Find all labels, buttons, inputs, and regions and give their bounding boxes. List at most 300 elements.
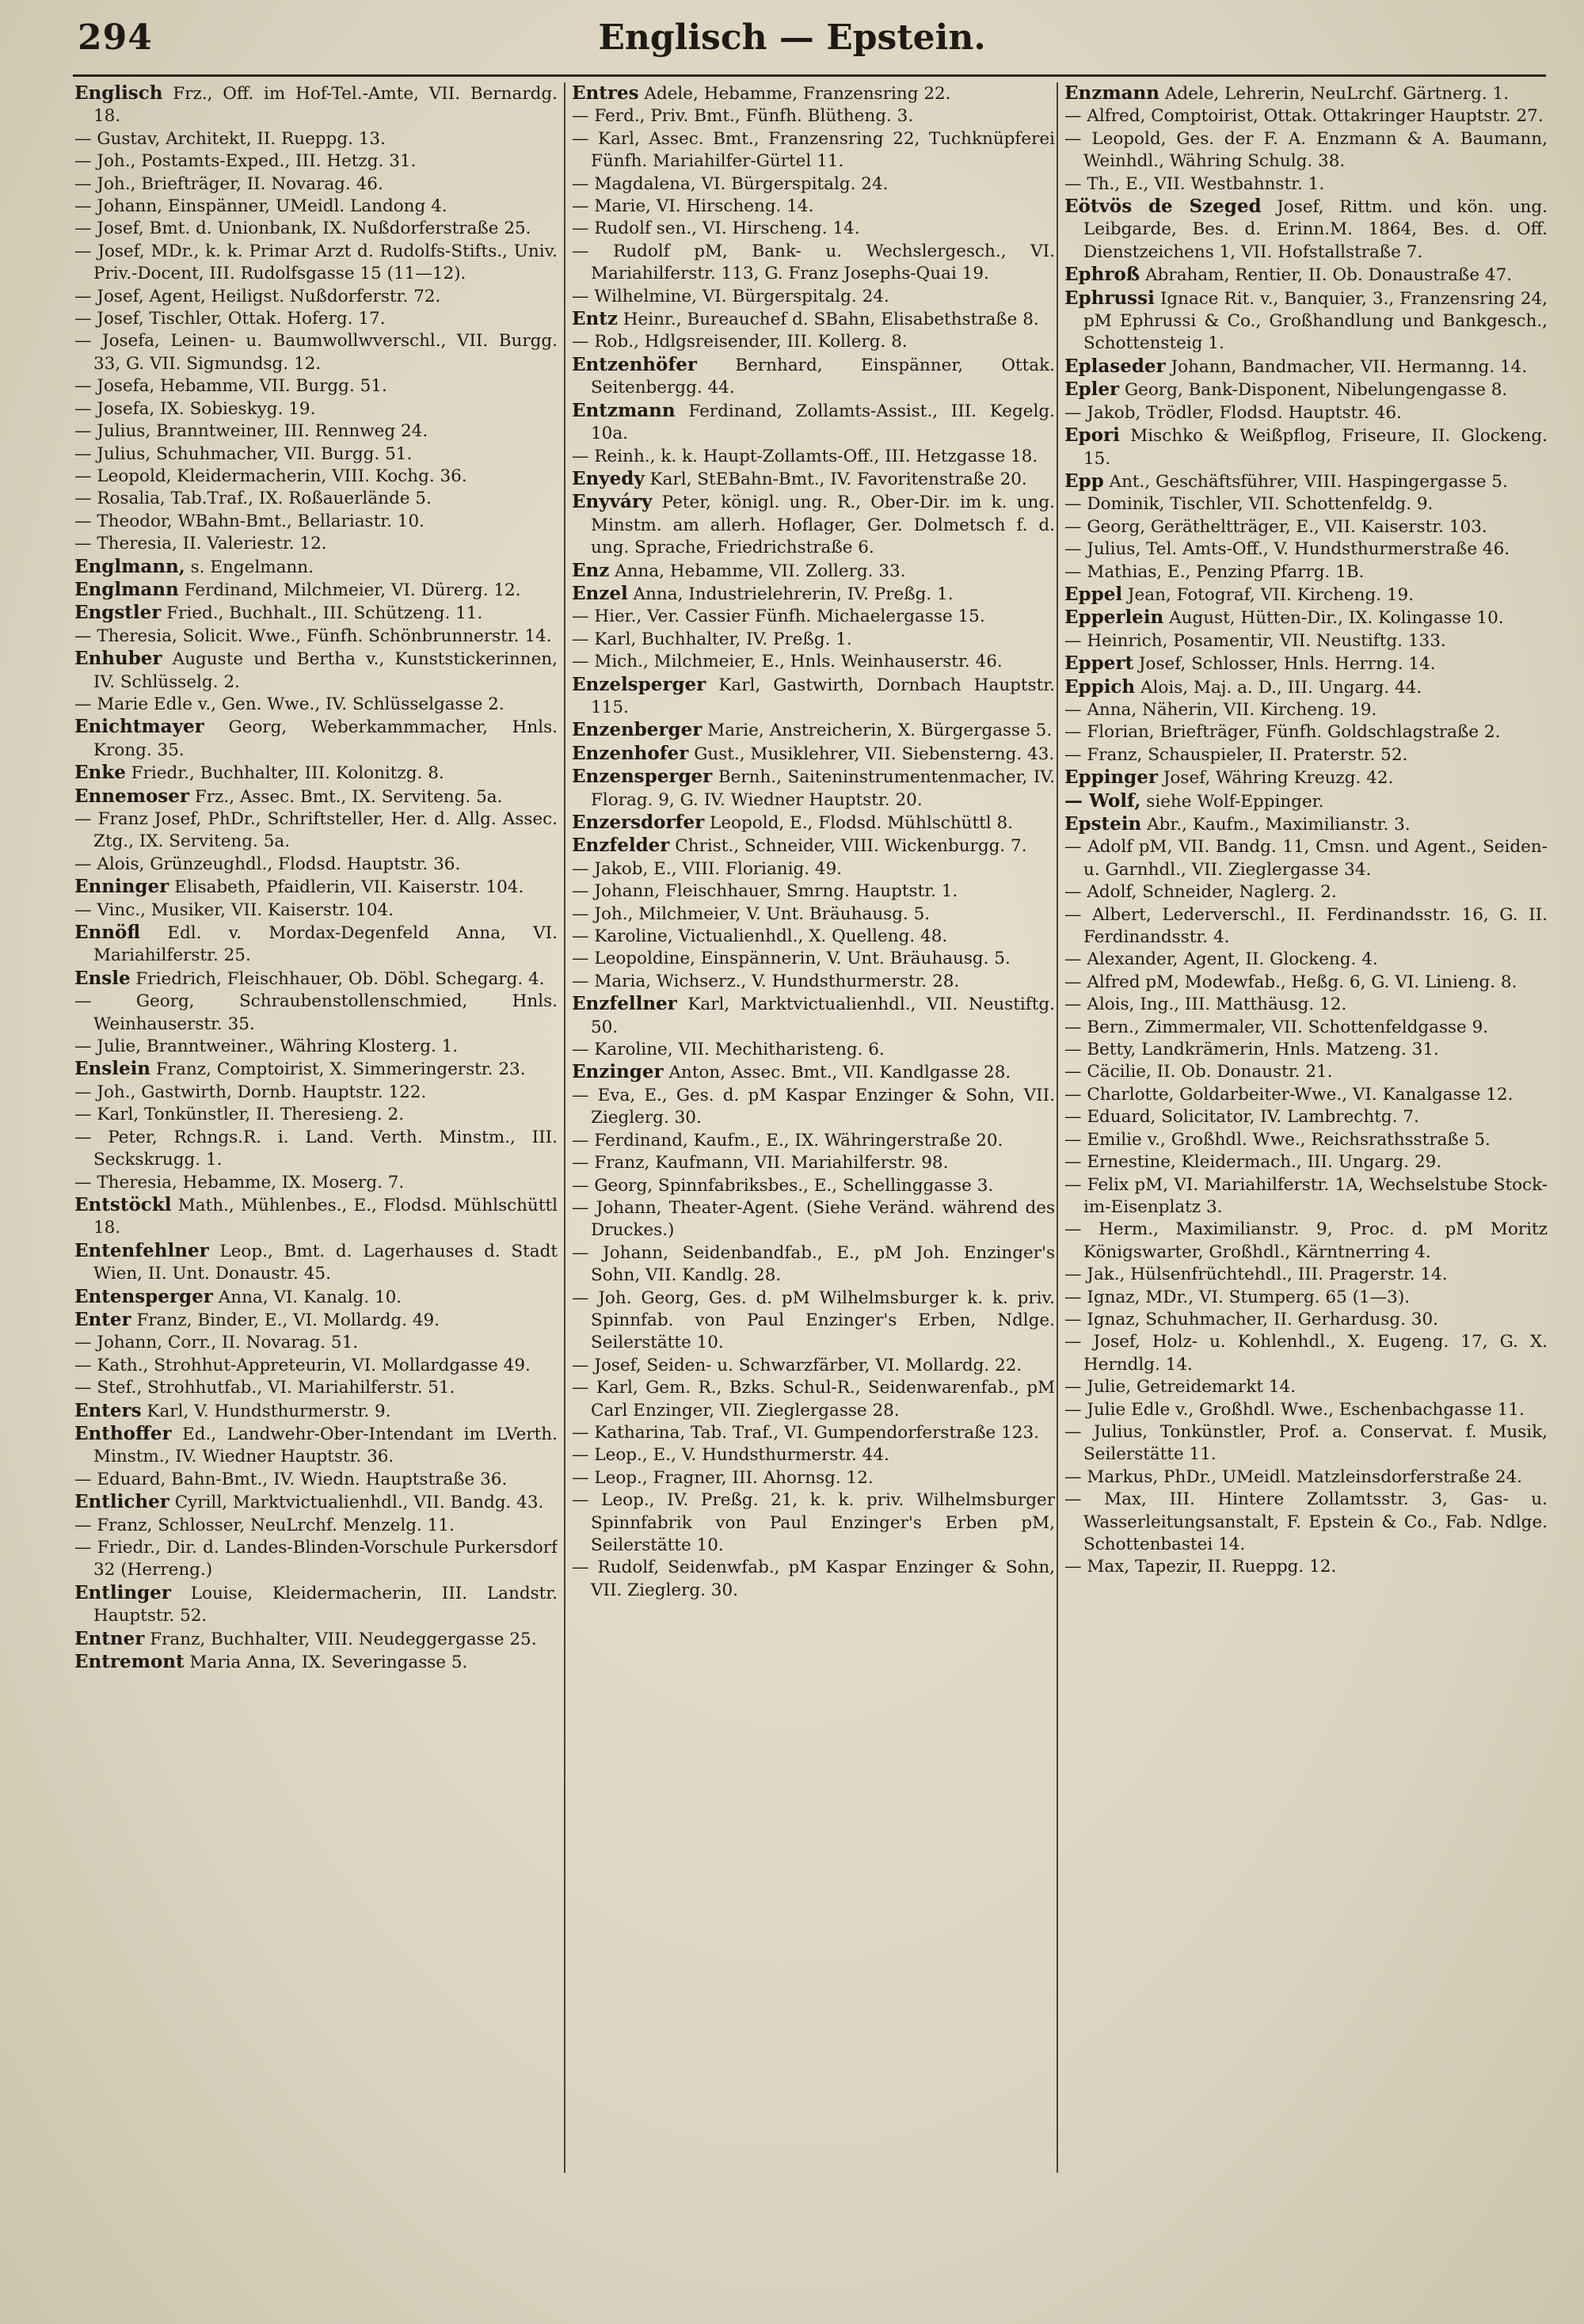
entry-details: — Emilie v., Großhdl. Wwe., Reichsrathsstraße 5. (1064, 1129, 1491, 1150)
entry-details: — Georg, Schraubenstollenschmied, Hnls. Weinhauserstr. 35. (74, 991, 558, 1034)
directory-entry (572, 674, 1055, 720)
entry-details: — Georg, Gerätheltträger, E., VII. Kaiserstr. 103. (1064, 516, 1487, 537)
directory-entry (1064, 630, 1548, 652)
entry-surname: Enichtmayer (74, 716, 204, 738)
directory-entry (1064, 904, 1548, 949)
directory-entry (572, 196, 1055, 218)
entry-details: — Johann, Theater-Agent. (Siehe Veränd. während des Druckes.) (572, 1197, 1055, 1241)
directory-entry (572, 331, 1055, 353)
directory-entry (1064, 470, 1548, 493)
entry-details: — Joh. Georg, Ges. d. pM Wilhelmsburger k. k. priv. Spinnfab. von Paul Enzinger's Erben, Ndlge. Seilerstätte 10. (572, 1288, 1055, 1353)
directory-entry (74, 968, 558, 991)
directory-entry (74, 579, 558, 602)
entry-surname: Enters (74, 1399, 142, 1421)
directory-entry (74, 420, 558, 443)
entry-details: — Marie Edle v., Gen. Wwe., IV. Schlüsselgasse 2. (74, 694, 505, 714)
entry-surname: Englisch (74, 82, 163, 104)
entry-details: — Magdalena, VI. Bürgerspitalg. 24. (572, 173, 889, 194)
entry-details: — Johann, Corr., II. Novarag. 51. (74, 1333, 359, 1353)
entry-details: — Johann, Einspänner, UMeidl. Landong 4. (74, 196, 447, 217)
entry-surname: Epori (1064, 424, 1120, 447)
directory-entry (74, 1036, 558, 1058)
entry-details: — Friedr., Dir. d. Landes-Blinden-Vorschule Purkersdorf 32 (Herreng.) (74, 1538, 558, 1580)
entry-details: Ferdinand, Zollamts-Assist., III. Kegelg. 10a. (591, 401, 1055, 444)
directory-entry (1064, 1556, 1548, 1578)
entry-details: Jean, Fotograf, VII. Kircheng. 19. (1127, 584, 1415, 605)
entry-surname: Ennöfl (74, 922, 141, 944)
entry-details: — Joh., Briefträger, II. Novarag. 46. (74, 173, 383, 194)
entry-details: Karl, Gastwirth, Dornbach Hauptstr. 115. (591, 675, 1055, 717)
directory-entry (572, 1152, 1055, 1174)
directory-entry (74, 241, 558, 286)
directory-entry (74, 1127, 558, 1172)
directory-entry (74, 1194, 558, 1240)
entry-details: Johann, Bandmacher, VII. Hermanng. 14. (1171, 356, 1528, 377)
directory-entry (572, 82, 1055, 105)
directory-entry (1064, 652, 1548, 675)
directory-entry (1064, 972, 1548, 994)
directory-entry (572, 971, 1055, 993)
entry-surname: Enzfellner (572, 993, 677, 1015)
directory-entry (1064, 538, 1548, 561)
entry-details: — Adolf, Schneider, Naglerg. 2. (1064, 882, 1337, 903)
directory-entry (74, 1286, 558, 1309)
directory-entry (1064, 287, 1548, 356)
directory-entry (74, 1332, 558, 1354)
entry-details: Maria Anna, IX. Severingasse 5. (189, 1653, 468, 1673)
entry-details: — Ferdinand, Kaufm., E., IX. Währingerstraße 20. (572, 1130, 1003, 1151)
entry-surname: Eplaseder (1064, 355, 1166, 377)
directory-entry (572, 1061, 1055, 1084)
entry-details: Ignace Rit. v., Banquier, 3., Franzensring 24, pM Ephrussi & Co., Großhandlung und Bankgesch., Schottensteig 1. (1083, 288, 1548, 354)
entry-details: Alois, Maj. a. D., III. Ungarg. 44. (1140, 677, 1422, 698)
entry-surname: Englmann (74, 578, 179, 600)
directory-entry (1064, 1129, 1548, 1151)
entry-details: — Alfred pM, Modewfab., Heßg. 6, G. VI. Linieng. 8. (1064, 972, 1517, 992)
entry-surname: Ennemoser (74, 785, 189, 807)
entry-details: Josef, Schlosser, Hnls. Herrng. 14. (1138, 654, 1436, 675)
directory-column-1 (74, 82, 558, 2299)
directory-entry (74, 1582, 558, 1628)
directory-entry (74, 1309, 558, 1332)
directory-entry (1064, 881, 1548, 903)
entry-details: Karl, V. Hundsthurmerstr. 9. (147, 1401, 391, 1421)
directory-entry (1064, 1376, 1548, 1398)
entry-surname: Eppinger (1064, 766, 1158, 789)
entry-details: Georg, Weberkammmacher, Hnls. Krong. 35. (93, 717, 558, 760)
entry-details: — Betty, Landkrämerin, Hnls. Matzeng. 31. (1064, 1040, 1439, 1060)
entry-surname: Epp (1064, 470, 1104, 492)
directory-entry (1064, 1421, 1548, 1466)
entry-details: — Alois, Ing., III. Matthäusg. 12. (1064, 995, 1347, 1015)
directory-entry (74, 854, 558, 876)
entry-details: — Josef, MDr., k. k. Primar Arzt d. Rudolfs-Stifts., Univ. Priv.-Docent, III. Rudolfsgasse 15 (11—12). (74, 241, 558, 284)
entry-details: — Josefa, Leinen- u. Baumwollwverschl., VII. Burgg. 33, G. VII. Sigmundsg. 12. (74, 331, 558, 374)
entry-details: — Florian, Briefträger, Fünfh. Goldschlagstraße 2. (1064, 722, 1501, 743)
entry-details: — Julius, Tel. Amts-Off., V. Hundsthurmerstraße 46. (1064, 539, 1510, 560)
entry-details: Josef, Rittm. und kön. ung. Leibgarde, Bes. d. Erinn.M. 1864, Bes. d. Off. Dienstzeichens 1, VII. Hofstallstraße 7. (1083, 197, 1548, 262)
directory-entry (1064, 721, 1548, 744)
entry-surname: Enz (572, 559, 610, 581)
directory-entry (572, 926, 1055, 948)
entry-details: Friedrich, Fleischhauer, Ob. Döbl. Schegarg. 4. (135, 968, 545, 989)
entry-details: — Leopoldine, Einspännerin, V. Unt. Bräuhausg. 5. (572, 949, 1011, 969)
entry-details: Auguste und Bertha v., Kunststickerinnen, IV. Schlüsselg. 2. (93, 649, 558, 692)
directory-entry (74, 762, 558, 785)
entry-details: — Charlotte, Goldarbeiter-Wwe., VI. Kanalgasse 12. (1064, 1084, 1514, 1105)
directory-entry (74, 808, 558, 854)
entry-details: Peter, königl. ung. R., Ober-Dir. im k. ung. Minstm. am allerh. Hoflager, Ger. Dolmetsch f. d. ung. Sprache, Friedrichstraße 6. (591, 493, 1055, 558)
directory-entry (572, 1377, 1055, 1422)
entry-details: — Kath., Strohhut-Appreteurin, VI. Mollardgasse 49. (74, 1355, 531, 1375)
directory-entry (74, 82, 558, 128)
entry-details: siehe Wolf-Eppinger. (1146, 791, 1324, 812)
entry-surname: Enter (74, 1308, 131, 1330)
directory-entry (572, 993, 1055, 1039)
directory-entry (572, 1467, 1055, 1489)
entry-details: — Cäcilie, II. Ob. Donaustr. 21. (1064, 1062, 1333, 1082)
directory-entry (1064, 128, 1548, 173)
column-divider (564, 82, 565, 2173)
entry-surname: Englmann, (74, 555, 185, 577)
directory-entry (572, 1288, 1055, 1355)
entry-details: s. Engelmann. (190, 557, 314, 577)
directory-entry (1064, 1399, 1548, 1421)
directory-entry (572, 1557, 1055, 1602)
directory-entry (74, 991, 558, 1036)
directory-entry (1064, 173, 1548, 196)
entry-details: — Franz Josef, PhDr., Schriftsteller, Her. d. Allg. Assec. Ztg., IX. Serviteng. 5a. (74, 809, 558, 852)
entry-details: Bernh., Saiteninstrumentenmacher, IV. Florag. 9, G. IV. Wiedner Hauptstr. 20. (591, 767, 1055, 810)
directory-entry (74, 218, 558, 240)
directory-entry (1064, 561, 1548, 584)
entry-details: Bernhard, Einspänner, Ottak. Seitenbergg. 44. (591, 355, 1055, 398)
entry-details: Anna, Industrielehrerin, IV. Preßg. 1. (633, 584, 954, 604)
entry-details: — Alois, Grünzeughdl., Flodsd. Hauptstr. 36. (74, 854, 461, 874)
directory-entry (74, 716, 558, 762)
entry-details: Elisabeth, Pfaidlerin, VII. Kaiserstr. 104. (174, 877, 524, 898)
directory-entry (572, 858, 1055, 881)
entry-details: — Josefa, Hebamme, VII. Burgg. 51. (74, 376, 387, 397)
directory-column-2 (572, 82, 1055, 2299)
directory-entry (74, 1377, 558, 1399)
directory-entry (74, 556, 558, 579)
entry-details: Marie, Anstreicherin, X. Bürgergasse 5. (707, 721, 1053, 741)
entry-details: — Maria, Wichserz., V. Hundsthurmerstr. 28. (572, 971, 960, 991)
entry-details: — Katharina, Tab. Traf., VI. Gumpendorferstraße 123. (572, 1422, 1039, 1443)
directory-entry (572, 1444, 1055, 1466)
directory-entry (1064, 607, 1548, 629)
entry-details: — Georg, Spinnfabriksbes., E., Schellinggasse 3. (572, 1175, 994, 1196)
entry-details: Louise, Kleidermacherin, III. Landstr. Hauptstr. 52. (93, 1583, 558, 1626)
directory-entry (1064, 699, 1548, 721)
entry-details: — Bern., Zimmermaler, VII. Schottenfeldgasse 9. (1064, 1017, 1489, 1037)
directory-entry (1064, 1061, 1548, 1083)
directory-entry (572, 1085, 1055, 1130)
directory-entry (1064, 836, 1548, 881)
directory-entry (572, 241, 1055, 286)
directory-entry (74, 150, 558, 173)
directory-entry (572, 1175, 1055, 1197)
entry-details: — Adolf pM, VII. Bandg. 11, Cmsn. und Agent., Seiden- u. Garnhdl., VII. Zieglergasse 34. (1064, 837, 1548, 880)
directory-entry (74, 785, 558, 808)
entry-surname: Entzenhöfer (572, 353, 698, 375)
entry-details: Heinr., Bureauchef d. SBahn, Elisabethstraße 8. (623, 310, 1039, 330)
directory-entry (1064, 1264, 1548, 1286)
directory-entry (74, 1515, 558, 1537)
directory-entry (572, 903, 1055, 926)
entry-details: — Max, III. Hintere Zollamtsstr. 3, Gas- u. Wasserleitungsanstalt, F. Epstein & Co., Fab. Ndlge. Schottenbastei 14. (1064, 1489, 1548, 1554)
directory-entry (1064, 676, 1548, 699)
directory-entry (572, 560, 1055, 583)
entry-surname: Eppich (1064, 675, 1136, 698)
entry-surname: Epstein (1064, 813, 1142, 835)
entry-details: Georg, Bank-Disponent, Nibelungengasse 8. (1124, 380, 1508, 401)
directory-entry (572, 128, 1055, 173)
entry-details: — Leop., Fragner, III. Ahornsg. 12. (572, 1467, 874, 1488)
directory-entry (1064, 1287, 1548, 1309)
entry-details: — Mathias, E., Penzing Pfarrg. 1B. (1064, 561, 1365, 582)
entry-details: — Anna, Näherin, VII. Kircheng. 19. (1064, 699, 1377, 720)
directory-entry (572, 1355, 1055, 1377)
directory-entry (74, 286, 558, 308)
entry-details: — Franz, Kaufmann, VII. Mariahilferstr. 98. (572, 1153, 949, 1173)
entry-details: — Karl, Tonkünstler, II. Theresieng. 2. (74, 1105, 405, 1125)
entry-surname: Enzel (572, 582, 628, 604)
directory-entry (1064, 1174, 1548, 1219)
entry-details: Abr., Kaufm., Maximilianstr. 3. (1147, 815, 1411, 835)
entry-details: — Julie Edle v., Großhdl. Wwe., Eschenbachgasse 11. (1064, 1399, 1525, 1420)
entry-surname: Entres (572, 82, 639, 104)
directory-entry (74, 1469, 558, 1491)
directory-entry (74, 533, 558, 555)
entry-details: — Eva, E., Ges. d. pM Kaspar Enzinger & Sohn, VII. Zieglerg. 30. (572, 1085, 1055, 1128)
entry-details: Cyrill, Marktvictualienhdl., VII. Bandg. 43. (174, 1493, 544, 1513)
directory-entry (1064, 1039, 1548, 1061)
entry-surname: Eötvös de Szeged (1064, 196, 1262, 218)
entry-details: — Joh., Milchmeier, V. Unt. Bräuhausg. 5. (572, 903, 931, 924)
directory-entry (572, 743, 1055, 766)
entry-details: Anna, VI. Kanalg. 10. (218, 1287, 402, 1307)
directory-entry (1064, 949, 1548, 971)
directory-entry (1064, 584, 1548, 607)
entry-surname: Enzersdorfer (572, 812, 705, 833)
entry-details: — Vinc., Musiker, VII. Kaiserstr. 104. (74, 900, 394, 920)
directory-entry (1064, 1331, 1548, 1376)
directory-entry (1064, 1309, 1548, 1331)
directory-entry (74, 1628, 558, 1651)
entry-details: — Theodor, WBahn-Bmt., Bellariastr. 10. (74, 511, 425, 531)
entry-details: Leop., Bmt. d. Lagerhauses d. Stadt Wien, II. Unt. Donaustr. 45. (93, 1241, 558, 1284)
directory-entry (74, 443, 558, 466)
directory-entry (572, 766, 1055, 812)
entry-details: Ant., Geschäftsführer, VIII. Haspingergasse 5. (1109, 471, 1508, 492)
entry-surname: Enyedy (572, 467, 645, 489)
entry-details: Josef, Währing Kreuzg. 42. (1163, 768, 1394, 789)
running-head: Englisch — Epstein. (598, 17, 986, 58)
entry-details: — Stef., Strohhutfab., VI. Mariahilferstr. 51. (74, 1378, 455, 1398)
entry-details: Franz, Comptoirist, X. Simmeringerstr. 23. (155, 1059, 526, 1080)
directory-entry (572, 651, 1055, 673)
directory-entry (572, 948, 1055, 970)
entry-details: — Jakob, E., VIII. Florianig. 49. (572, 858, 843, 879)
entry-surname: Epler (1064, 378, 1120, 401)
directory-entry (74, 1537, 558, 1582)
entry-surname: Enzenberger (572, 719, 703, 741)
directory-entry (1064, 1466, 1548, 1489)
entry-details: — Joh., Postamts-Exped., III. Hetzg. 31. (74, 151, 417, 172)
directory-entry (74, 876, 558, 899)
entry-details: Anna, Hebamme, VII. Zollerg. 33. (615, 561, 906, 581)
directory-entry (1064, 790, 1548, 813)
entry-details: — Josef, Agent, Heiligst. Nußdorferstr. 72. (74, 286, 441, 306)
entry-details: Fried., Buchhalt., III. Schützeng. 11. (166, 603, 483, 624)
directory-entry (74, 196, 558, 218)
directory-entry (572, 1422, 1055, 1444)
entry-details: Adele, Hebamme, Franzensring 22. (644, 84, 951, 104)
directory-entry (74, 922, 558, 968)
entry-details: — Jakob, Trödler, Flodsd. Hauptstr. 46. (1064, 402, 1402, 423)
directory-entry (572, 812, 1055, 835)
entry-details: — Karl, Assec. Bmt., Franzensring 22, Tuchknüpferei Fünfh. Mariahilfer-Gürtel 11. (572, 128, 1055, 172)
directory-column-3 (1064, 82, 1548, 2299)
entry-details: — Mich., Milchmeier, E., Hnls. Weinhauserstr. 46. (572, 652, 1003, 672)
directory-entry (74, 1651, 558, 1674)
entry-details: Leopold, E., Flodsd. Mühlschüttl 8. (710, 813, 1014, 833)
header-rule (73, 74, 1546, 77)
entry-surname: Ephroß (1064, 264, 1140, 286)
entry-surname: Entensperger (74, 1285, 213, 1307)
entry-details: Frz., Assec. Bmt., IX. Serviteng. 5a. (194, 786, 503, 807)
directory-entry (572, 446, 1055, 468)
entry-surname: Ephrussi (1064, 287, 1155, 309)
entry-details: Abraham, Rentier, II. Ob. Donaustraße 47. (1145, 265, 1513, 286)
entry-details: — Peter, Rchngs.R. i. Land. Verth. Minstm., III. Seckskrugg. 1. (74, 1127, 558, 1170)
entry-details: — Karoline, Victualienhdl., X. Quelleng. 48. (572, 926, 948, 947)
directory-entry (572, 719, 1055, 742)
entry-details: — Rudolf, Seidenwfab., pM Kaspar Enzinger & Sohn, VII. Zieglerg. 30. (572, 1558, 1055, 1600)
directory-entry (1064, 378, 1548, 401)
directory-entry (1064, 264, 1548, 287)
directory-entry (1064, 196, 1548, 264)
entry-details: — Alfred, Comptoirist, Ottak. Ottakringer Hauptstr. 27. (1064, 106, 1544, 127)
entry-details: — Josef, Tischler, Ottak. Hoferg. 17. (74, 309, 386, 329)
entry-details: — Josefa, IX. Sobieskyg. 19. (74, 398, 316, 419)
entry-surname: Enthoffer (74, 1422, 172, 1444)
directory-entry (572, 1130, 1055, 1152)
directory-entry (572, 583, 1055, 606)
entry-details: — Julie, Branntweiner., Währing Klosterg. 1. (74, 1036, 459, 1057)
directory-entry (572, 308, 1055, 331)
entry-details: — Ignaz, Schuhmacher, II. Gerhardusg. 30. (1064, 1309, 1439, 1329)
entry-details: Karl, StEBahn-Bmt., IV. Favoritenstraße 20. (649, 469, 1027, 489)
directory-entry (572, 218, 1055, 240)
entry-details: Gust., Musiklehrer, VII. Siebensterng. 43. (694, 744, 1055, 764)
directory-entry (572, 286, 1055, 308)
entry-details: — Karl, Buchhalter, IV. Preßg. 1. (572, 629, 852, 649)
directory-entry (1064, 813, 1548, 836)
entry-surname: Engstler (74, 602, 162, 624)
directory-entry (74, 1491, 558, 1514)
entry-details: — Leopold, Kleidermacherin, VIII. Kochg. 36. (74, 466, 467, 486)
directory-entry (1064, 1219, 1548, 1264)
entry-details: — Reinh., k. k. Haupt-Zollamts-Off., III. Hetzgasse 18. (572, 446, 1038, 466)
entry-details: — Max, Tapezir, II. Rueppg. 12. (1064, 1557, 1337, 1577)
entry-details: Math., Mühlenbes., E., Flodsd. Mühlschüttl 18. (93, 1195, 558, 1238)
directory-entry (572, 629, 1055, 651)
directory-entry (1064, 1489, 1548, 1556)
entry-details: — Franz, Schlosser, NeuLrchf. Menzelg. 11. (74, 1515, 455, 1535)
entry-surname: — Wolf, (1064, 789, 1141, 812)
entry-details: — Marie, VI. Hirscheng. 14. (572, 196, 814, 217)
entry-details: — Eduard, Solicitator, IV. Lambrechtg. 7. (1064, 1107, 1419, 1128)
directory-entry (572, 881, 1055, 903)
entry-details: — Theresia, II. Valeriestr. 12. (74, 534, 327, 554)
directory-entry (74, 1082, 558, 1104)
directory-entry (572, 491, 1055, 559)
entry-details: — Herm., Maximilianstr. 9, Proc. d. pM Moritz Königswarter, Großhdl., Kärntnerring 4. (1064, 1219, 1548, 1262)
entry-details: — Wilhelmine, VI. Bürgerspitalg. 24. (572, 286, 889, 306)
entry-details: — Albert, Lederverschl., II. Ferdinandsstr. 16, G. II. Ferdinandsstr. 4. (1064, 904, 1548, 948)
directory-entry (74, 330, 558, 375)
directory-entry (1064, 994, 1548, 1016)
directory-entry (1064, 424, 1548, 470)
directory-entry (572, 835, 1055, 858)
entry-surname: Entner (74, 1627, 145, 1649)
entry-details: — Julius, Branntweiner, III. Rennweg 24. (74, 421, 428, 442)
entry-details: — Johann, Fleischhauer, Smrng. Hauptstr. 1. (572, 881, 958, 902)
entry-details: Karl, Marktvictualienhdl., VII. Neustiftg. 50. (591, 995, 1055, 1037)
directory-entry (74, 1423, 558, 1469)
entry-details: — Eduard, Bahn-Bmt., IV. Wiedn. Hauptstraße 36. (74, 1469, 508, 1489)
directory-entry (74, 900, 558, 922)
directory-entry (1064, 105, 1548, 127)
directory-entry (572, 468, 1055, 491)
directory-entry (74, 128, 558, 150)
entry-details: — Markus, PhDr., UMeidl. Matzleinsdorferstraße 24. (1064, 1466, 1523, 1487)
directory-entry (572, 606, 1055, 628)
directory-entry (74, 626, 558, 648)
entry-details: — Joh., Gastwirth, Dornb. Hauptstr. 122. (74, 1082, 427, 1102)
entry-details: August, Hütten-Dir., IX. Kolingasse 10. (1169, 608, 1504, 629)
directory-entry (572, 1039, 1055, 1061)
directory-entry (74, 648, 558, 694)
directory-entry (74, 694, 558, 716)
directory-entry (572, 105, 1055, 127)
entry-details: Adele, Lehrerin, NeuLrchf. Gärtnerg. 1. (1164, 84, 1510, 104)
directory-entry (1064, 82, 1548, 105)
entry-surname: Enyváry (572, 491, 653, 513)
directory-entry (1064, 1106, 1548, 1128)
directory-entry (1064, 1017, 1548, 1039)
entry-details: — Johann, Seidenbandfab., E., pM Joh. Enzinger's Sohn, VII. Kandlg. 28. (572, 1242, 1055, 1286)
directory-entry (74, 1058, 558, 1081)
entry-details: — Gustav, Architekt, II. Rueppg. 13. (74, 128, 386, 149)
entry-surname: Enninger (74, 876, 169, 898)
entry-surname: Entz (572, 308, 618, 330)
entry-details: — Julius, Schuhmacher, VII. Burgg. 51. (74, 443, 413, 464)
entry-surname: Enzenhofer (572, 742, 689, 764)
entry-details: Franz, Binder, E., VI. Mollardg. 49. (136, 1310, 440, 1330)
entry-surname: Enzelsperger (572, 673, 706, 695)
directory-entry (572, 400, 1055, 446)
directory-entry (572, 1242, 1055, 1288)
entry-details: — Heinrich, Posamentir, VII. Neustiftg. 133. (1064, 630, 1446, 651)
directory-entry (74, 466, 558, 488)
directory-entry (74, 173, 558, 196)
directory-entry (74, 308, 558, 330)
directory-entry (74, 1172, 558, 1194)
